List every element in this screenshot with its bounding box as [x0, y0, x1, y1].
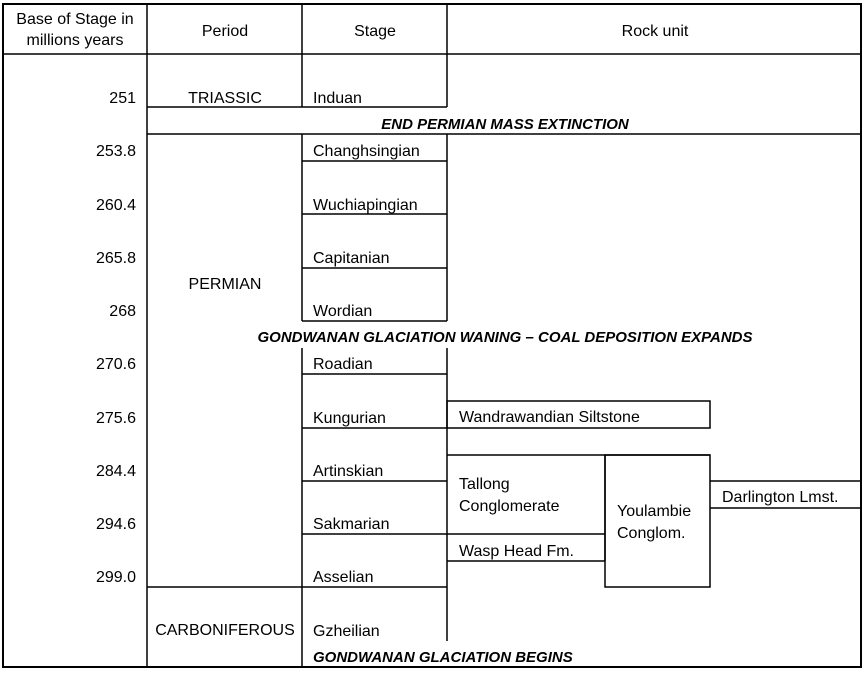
stage-name: Sakmarian: [313, 516, 390, 533]
header-base-line1: Base of Stage in: [16, 11, 134, 28]
rock-unit-youlambie-line1: Youlambie: [617, 503, 692, 520]
stage-name: Wuchiapingian: [313, 197, 418, 214]
period-triassic: TRIASSIC: [188, 90, 262, 107]
event-end-permian-extinction: END PERMIAN MASS EXTINCTION: [381, 116, 629, 133]
base-age: 275.6: [95, 410, 136, 427]
rock-unit-darlington: Darlington Lmst.: [722, 489, 839, 506]
header-base-line2: millions years: [26, 32, 124, 49]
base-age: 265.8: [95, 250, 136, 267]
stage-name: Gzheilian: [313, 623, 380, 640]
event-glaciation-waning: GONDWANAN GLACIATION WANING – COAL DEPOSITION EXPANDS: [257, 329, 753, 346]
rock-unit-tallong-line1: Tallong: [459, 476, 510, 493]
rock-unit-youlambie-line2: Conglom.: [617, 525, 686, 542]
base-age: 270.6: [95, 356, 136, 373]
rock-unit-wandrawandian: Wandrawandian Siltstone: [459, 409, 640, 426]
stage-name: Wordian: [313, 303, 373, 320]
base-age: 299.0: [95, 569, 136, 586]
period-permian: PERMIAN: [188, 276, 262, 293]
header-period: Period: [201, 23, 249, 40]
stage-name: Asselian: [313, 569, 374, 586]
rock-unit-tallong-line2: Conglomerate: [459, 498, 560, 515]
stage-name: Capitanian: [313, 250, 390, 267]
header-stage: Stage: [354, 23, 396, 40]
base-age: 260.4: [95, 197, 136, 214]
stage-name: Changhsingian: [313, 143, 420, 160]
stage-name: Kungurian: [313, 410, 386, 427]
stage-name: Roadian: [313, 356, 373, 373]
base-age: 294.6: [95, 516, 136, 533]
rock-unit-wasp-head: Wasp Head Fm.: [459, 543, 574, 560]
period-carboniferous: CARBONIFEROUS: [155, 622, 295, 639]
event-glaciation-begins: GONDWANAN GLACIATION BEGINS: [313, 649, 573, 666]
stage-name: Induan: [313, 90, 362, 107]
base-age: 251: [109, 90, 136, 107]
base-age: 284.4: [95, 463, 136, 480]
base-age: 253.8: [95, 143, 136, 160]
youlambie-box: [605, 455, 710, 587]
base-age: 268: [109, 303, 136, 320]
header-rock-unit: Rock unit: [621, 23, 689, 40]
stage-name: Artinskian: [313, 463, 384, 480]
